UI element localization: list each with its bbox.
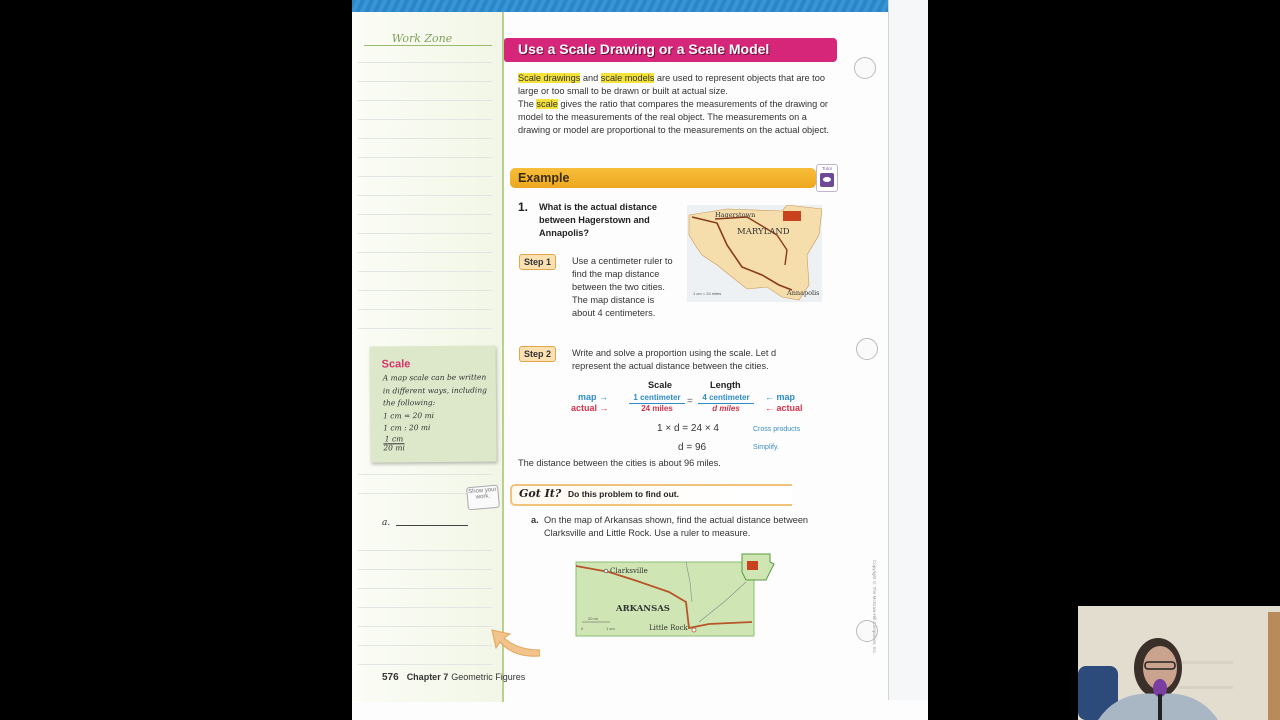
- page-top-band: [352, 0, 892, 12]
- ruled-line: [358, 81, 492, 82]
- binder-hole: [856, 338, 878, 360]
- scale-denominator: 24 miles: [641, 404, 673, 413]
- map-scale-top: 20 mi: [588, 616, 598, 621]
- tutor-button[interactable]: [816, 164, 838, 192]
- example-conclusion: The distance between the cities is about 96 miles.: [518, 458, 721, 468]
- binder-hole: [854, 57, 876, 79]
- scale-numerator: 1 centimeter: [629, 393, 685, 404]
- note-body: [383, 371, 492, 454]
- map-city-annapolis: Annapolis: [787, 289, 820, 297]
- length-numerator: 4 centimeter: [698, 393, 754, 404]
- got-it-banner: [510, 484, 792, 506]
- lesson-heading-banner: [504, 38, 837, 62]
- length-denominator: d miles: [712, 404, 740, 413]
- lesson-intro: [518, 72, 838, 137]
- note-title: Scale: [381, 358, 411, 371]
- column-header-length: Length: [710, 380, 741, 390]
- question-number: 1.: [518, 200, 529, 214]
- ruled-line: [358, 271, 492, 272]
- arkansas-map: [574, 552, 776, 640]
- step1-tag: Step 1: [519, 254, 556, 270]
- ruled-line: [358, 119, 492, 120]
- ruled-line: [358, 195, 492, 196]
- ruled-line: [358, 588, 492, 589]
- left-label-map: map →: [578, 392, 609, 402]
- equation-simplify: d = 96: [678, 442, 707, 453]
- intro-text: The: [518, 99, 537, 109]
- left-label-actual: actual →: [571, 403, 609, 413]
- right-label-actual: ← actual: [765, 403, 803, 413]
- note-description: A map scale can be written in different ways, including the following:: [382, 372, 487, 408]
- ruled-line: [358, 252, 492, 253]
- problem-text: On the map of Arkansas shown, find the actual distance between Clarksville and Little Rock. Use a ruler to measure.: [544, 515, 809, 538]
- ruled-line: [358, 626, 492, 627]
- intro-text: and: [580, 73, 601, 83]
- page-turn-arrow-icon: [488, 628, 540, 662]
- fraction-denominator: 20 mi: [383, 442, 405, 452]
- scale-fraction: [629, 393, 685, 414]
- lesson-heading: Use a Scale Drawing or a Scale Model: [518, 41, 770, 57]
- show-your-work-badge: Show your work.: [466, 485, 500, 511]
- example-banner: [510, 168, 816, 188]
- equation-cross-products: 1 × d = 24 × 4: [657, 423, 719, 434]
- got-it-problem-a: [532, 514, 832, 540]
- intro-text: are used to represent objects that are too large or too small to be drawn or built at actual size.: [518, 73, 825, 96]
- equals-sign: =: [687, 396, 693, 407]
- ruled-line: [358, 328, 492, 329]
- map-scale-cm: 1 cm: [606, 626, 615, 631]
- step2-text: Write and solve a proportion using the scale. Let d represent the actual distance between the cities.: [572, 348, 777, 371]
- answer-label: a.: [382, 518, 391, 528]
- map-state-label: ARKANSAS: [616, 604, 670, 614]
- term-scale: scale: [536, 99, 558, 109]
- ruled-line: [358, 214, 492, 215]
- question-text: What is the actual distance between Hagerstown and Annapolis?: [539, 202, 657, 238]
- intro-text: gives the ratio that compares the measurements of the drawing or model to the measurements of the real object. The measurements on a drawing or model are proportional to the measurements on the actual object.: [518, 99, 830, 135]
- step2-tag: Step 2: [519, 346, 556, 362]
- answer-blank-line[interactable]: [396, 525, 468, 526]
- note-cross-products: Cross products: [753, 426, 801, 433]
- map-state-label: MARYLAND: [737, 227, 790, 237]
- ruled-line: [358, 309, 492, 310]
- map-city-little-rock: Little Rock: [649, 624, 688, 632]
- step1-text: Use a centimeter ruler to find the map distance between the two cities. The map distance is about 4 centimeters.: [572, 256, 673, 318]
- ruled-line: [358, 138, 492, 139]
- note-form-fraction: [383, 435, 405, 452]
- ruled-line: [358, 290, 492, 291]
- chat-bubble-icon: [820, 173, 834, 187]
- maryland-map: [687, 205, 822, 302]
- note-simplify: Simplify.: [753, 444, 779, 451]
- ruled-line: [358, 664, 492, 665]
- map-city-hagerstown: Hagerstown: [715, 211, 756, 219]
- work-zone-title-underline: [364, 45, 492, 46]
- ruled-line: [358, 474, 492, 475]
- ruled-line: [358, 62, 492, 63]
- textbook-page: [352, 0, 928, 720]
- ruled-line: [358, 100, 492, 101]
- note-form-equals: 1 cm = 20 mi: [383, 410, 435, 420]
- term-scale-models: scale models: [600, 73, 655, 83]
- ruled-line: [358, 645, 492, 646]
- length-fraction: [698, 393, 754, 414]
- term-scale-drawings: Scale drawings: [518, 73, 581, 83]
- tutor-label: Tutor: [821, 166, 833, 171]
- page-edge: [888, 0, 928, 700]
- ruled-line: [358, 233, 492, 234]
- ruled-line: [358, 607, 492, 608]
- map-scale: 1 cm = 24 miles: [693, 291, 722, 296]
- got-it-text: Do this problem to find out.: [568, 489, 679, 499]
- map-city-clarksville: Clarksville: [610, 567, 648, 575]
- right-label-map: ← map: [765, 392, 796, 402]
- page-footer: [382, 672, 525, 683]
- example-label: Example: [518, 171, 570, 185]
- problem-label: a.: [531, 515, 539, 525]
- ruled-line: [358, 176, 492, 177]
- ruled-line: [358, 550, 492, 551]
- got-it-label: Got It?: [519, 487, 562, 500]
- webcam-presenter-icon: [1078, 606, 1280, 720]
- note-form-colon: 1 cm : 20 mi: [383, 423, 431, 433]
- ruled-line: [358, 157, 492, 158]
- chapter-label: Chapter 7: [406, 672, 449, 682]
- fraction-numerator: 1 cm: [384, 433, 404, 443]
- chapter-title: Geometric Figures: [451, 672, 526, 682]
- ruled-line: [358, 569, 492, 570]
- column-header-scale: Scale: [648, 380, 673, 390]
- copyright-notice: Copyright © The McGraw-Hill Companies, Inc.: [872, 560, 877, 654]
- map-scale-zero: 0: [581, 626, 584, 631]
- webcam-overlay: [1078, 606, 1280, 720]
- page-number: 576: [382, 672, 399, 683]
- scale-sticky-note: [369, 345, 496, 462]
- work-zone-title: Work Zone: [391, 32, 453, 45]
